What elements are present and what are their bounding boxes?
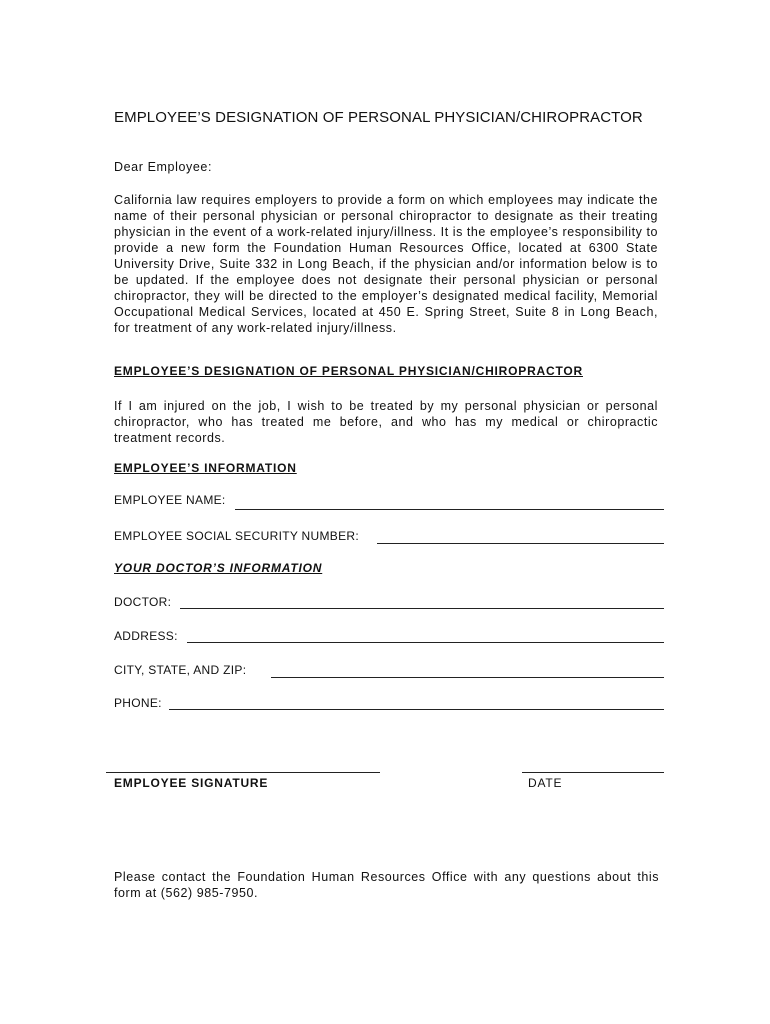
- city-state-zip-field[interactable]: [271, 677, 664, 678]
- employee-ssn-label: EMPLOYEE SOCIAL SECURITY NUMBER:: [114, 529, 359, 543]
- designation-paragraph: If I am injured on the job, I wish to be treated by my personal physician or personal chiropractor, who has treated me before, and who has my medical or chiropractic treatment records.: [114, 399, 658, 445]
- address-field[interactable]: [187, 642, 664, 643]
- date-label: DATE: [528, 776, 563, 790]
- city-state-zip-label: CITY, STATE, AND ZIP:: [114, 663, 247, 677]
- signature-label: EMPLOYEE SIGNATURE: [114, 776, 269, 790]
- employee-info-heading: EMPLOYEE’S INFORMATION: [114, 461, 297, 475]
- designation-heading: EMPLOYEE’S DESIGNATION OF PERSONAL PHYSICIAN/CHIROPRACTOR: [114, 364, 583, 378]
- date-line[interactable]: [522, 772, 664, 773]
- address-label: ADDRESS:: [114, 629, 178, 643]
- doctor-field[interactable]: [180, 608, 664, 609]
- employee-ssn-field[interactable]: [377, 543, 664, 544]
- phone-label: PHONE:: [114, 696, 162, 710]
- phone-field[interactable]: [169, 709, 664, 710]
- employee-name-label: EMPLOYEE NAME:: [114, 493, 226, 507]
- intro-paragraph: California law requires employers to provide a form on which employees may indicate the name of their personal physician or personal chiropractor to designate as their treating physician in the event of a work-related injury/illness. It is the employee’s responsibility to provide a new form the Foundation Human Resources Office, located at 6300 State University Drive, Suite 332 in Long Beach, if the physician and/or information below is to be updated. If the employee does not designate their personal physician or personal chiropractor, they will be directed to the employer’s designated medical facility, Memorial Occupational Medical Services, located at 450 E. Spring Street, Suite 8 in Long Beach, for treatment of any work-related injury/illness.: [114, 193, 658, 335]
- signature-line[interactable]: [106, 772, 380, 773]
- contact-paragraph: Please contact the Foundation Human Resources Office with any questions about this form at (562) 985-7950.: [114, 870, 659, 900]
- form-title: EMPLOYEE’S DESIGNATION OF PERSONAL PHYSICIAN/CHIROPRACTOR: [114, 109, 643, 126]
- doctor-info-heading: YOUR DOCTOR’S INFORMATION: [114, 561, 323, 575]
- greeting: Dear Employee:: [114, 160, 213, 174]
- doctor-label: DOCTOR:: [114, 595, 172, 609]
- employee-name-field[interactable]: [235, 509, 664, 510]
